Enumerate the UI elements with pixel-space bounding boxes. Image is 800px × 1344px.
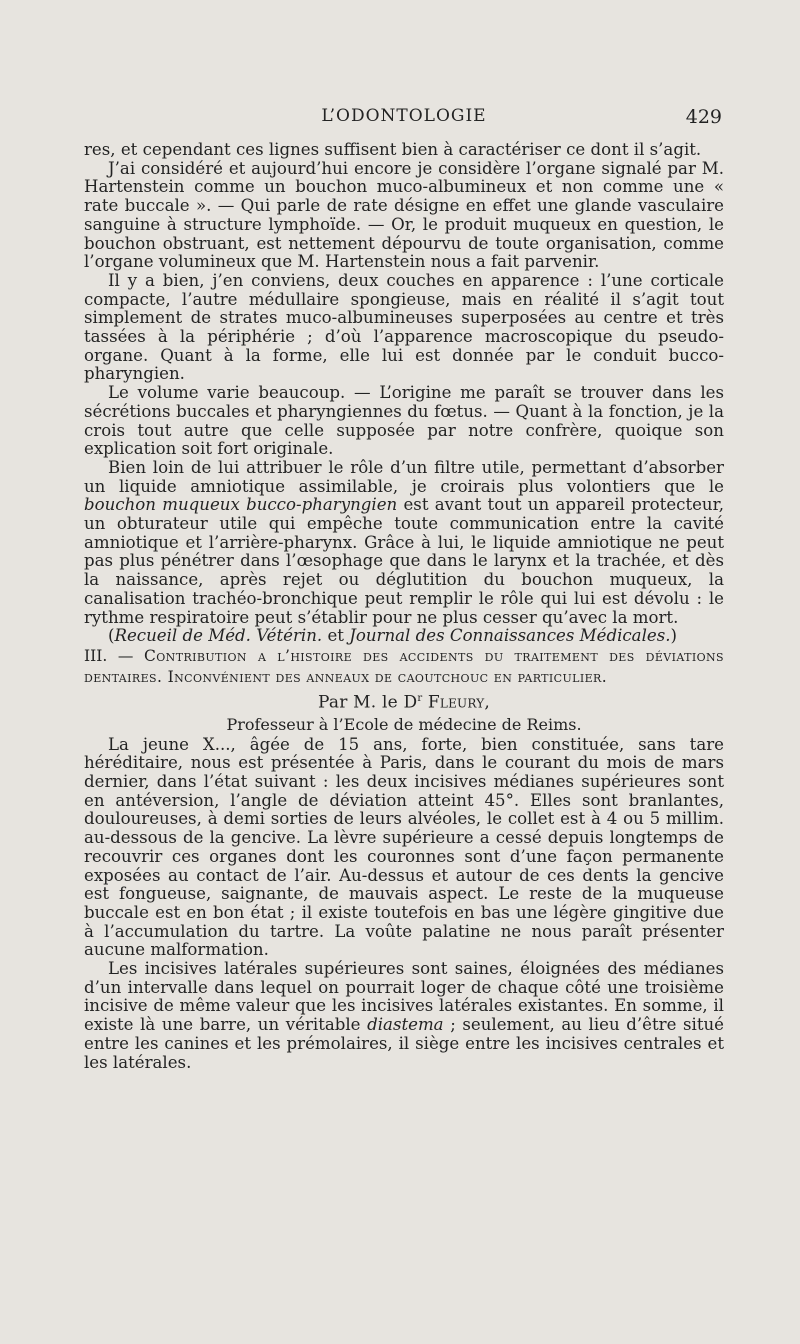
citation-source: Recueil de Méd. Vétérin.	[114, 626, 323, 646]
citation-conjunction: et	[322, 626, 350, 646]
body-text	[84, 141, 724, 1072]
citation-open: (	[108, 626, 115, 646]
paragraph-text: ; seulement, au lieu d’être situé entre les canines et les prémolaires, il siège entre les incisives centrales et les latérales.	[84, 1015, 724, 1072]
section-title: Contribution a l’histoire des accidents du traitement des déviations dentaires. Inconvénient des anneaux de caoutchouc en particulier.	[84, 646, 724, 686]
paragraph-text: Bien loin de lui attribuer le rôle d’un filtre utile, permettant d’absorber un liquide amniotique assimilable, je croirais plus volontiers que le	[84, 457, 724, 496]
paragraph-text: est avant tout un appareil protecteur, un obturateur utile qui empêche toute communication entre la cavité amniotique et l’arrière-pharynx. Grâce à lui, le liquide amniotique ne peut pas plus pénétrer dans l’œsophage que dans le larynx et la trachée, et dès la naissance, après rejet ou déglutition du bouchon muqueux, la canalisation trachéo-bronchique peut remplir le rôle qui lui est dévolu : le rythme respiratoire peut s’établir pour ne plus cesser qu’avec la mort.	[84, 495, 724, 627]
paragraph: Le volume varie beaucoup. — L’origine me paraît se trouver dans les sécrétions buccales et pharyngiennes du fœtus. — Quant à la fonction, je la crois tout autre que celle supposée par notre confrère, quoique son explication soit fort originale.	[84, 383, 724, 459]
italic-term: bouchon muqueux bucco-pharyngien	[84, 495, 398, 515]
citation-source: Journal des Connaissances Médicales.	[349, 626, 671, 646]
byline-prefix: Par M. le D	[318, 692, 418, 713]
paragraph: La jeune X..., âgée de 15 ans, forte, bien constituée, sans tare héréditaire, nous est présentée à Paris, dans le courant du mois de mars dernier, dans l’état suivant : les deux incisives médianes supérieures sont en antéversion, l’angle de déviation atteint 45°. Elles sont branlantes, douloureuses, à demi sorties de leurs alvéoles, le collet est à 4 ou 5 millim. au-dessous de la gencive. La lèvre supérieure a cessé depuis longtemps de recouvrir ces organes dont les couronnes sont d’une façon permanente exposées au contact de l’air. Au-dessus et autour de ces dents la gencive est fongueuse, saignante, de mauvais aspect. Le reste de la muqueuse buccale est en bon état ; il existe toutefois en bas une légère gingitive due à l’accumulation du tartre. La voûte palatine ne nous paraît présenter aucune malformation.	[84, 734, 724, 960]
page-number: 429	[685, 106, 722, 128]
running-title: L’ODONTOLOGIE	[321, 106, 487, 126]
byline-superscript: r	[417, 692, 423, 704]
italic-term: diastema	[367, 1015, 444, 1035]
author-affiliation: Professeur à l’Ecole de médecine de Reims.	[226, 714, 582, 734]
paragraph	[84, 459, 724, 627]
paragraph-text: Les incisives latérales supérieures sont saines, éloignées des médianes d’un intervalle dans lequel on pourrait loger de chaque côté une troisième incisive de même valeur que les incisives latérales existantes. En somme, il existe là une barre, un véritable	[84, 959, 724, 1035]
running-header	[84, 106, 724, 136]
section-number: III. —	[84, 646, 144, 665]
author-byline	[84, 688, 724, 714]
author-name: Fleury,	[422, 692, 490, 713]
paragraph	[84, 960, 724, 1072]
paragraph: Il y a bien, j’en conviens, deux couches en apparence : l’une corticale compacte, l’autre médullaire spongieuse, mais en réalité il s’agit tout simplement de strates muco-albumineuses superposées au centre et très tassées à la périphérie ; d’où l’apparence macroscopique du pseudo-organe. Quant à la forme, elle lui est donnée par le conduit bucco-pharyngien.	[84, 270, 724, 384]
paragraph-continuation: res, et cependant ces lignes suffisent bien à caractériser ce dont il s’agit.	[84, 140, 702, 159]
paragraph: J’ai considéré et aujourd’hui encore je considère l’organe signalé par M. Hartenstein comme un bouchon muco-albumineux et non comme une « rate buccale ». — Qui parle de rate désigne en effet une glande vasculaire sanguine à structure lymphoïde. — Or, le produit muqueux en question, le bouchon obstruant, est nettement dépourvu de toute organisation, comme l’organe volumineux que M. Hartenstein nous a fait parvenir.	[84, 158, 724, 272]
section-heading	[84, 646, 724, 688]
citation	[84, 627, 724, 646]
citation-close: )	[670, 626, 677, 646]
